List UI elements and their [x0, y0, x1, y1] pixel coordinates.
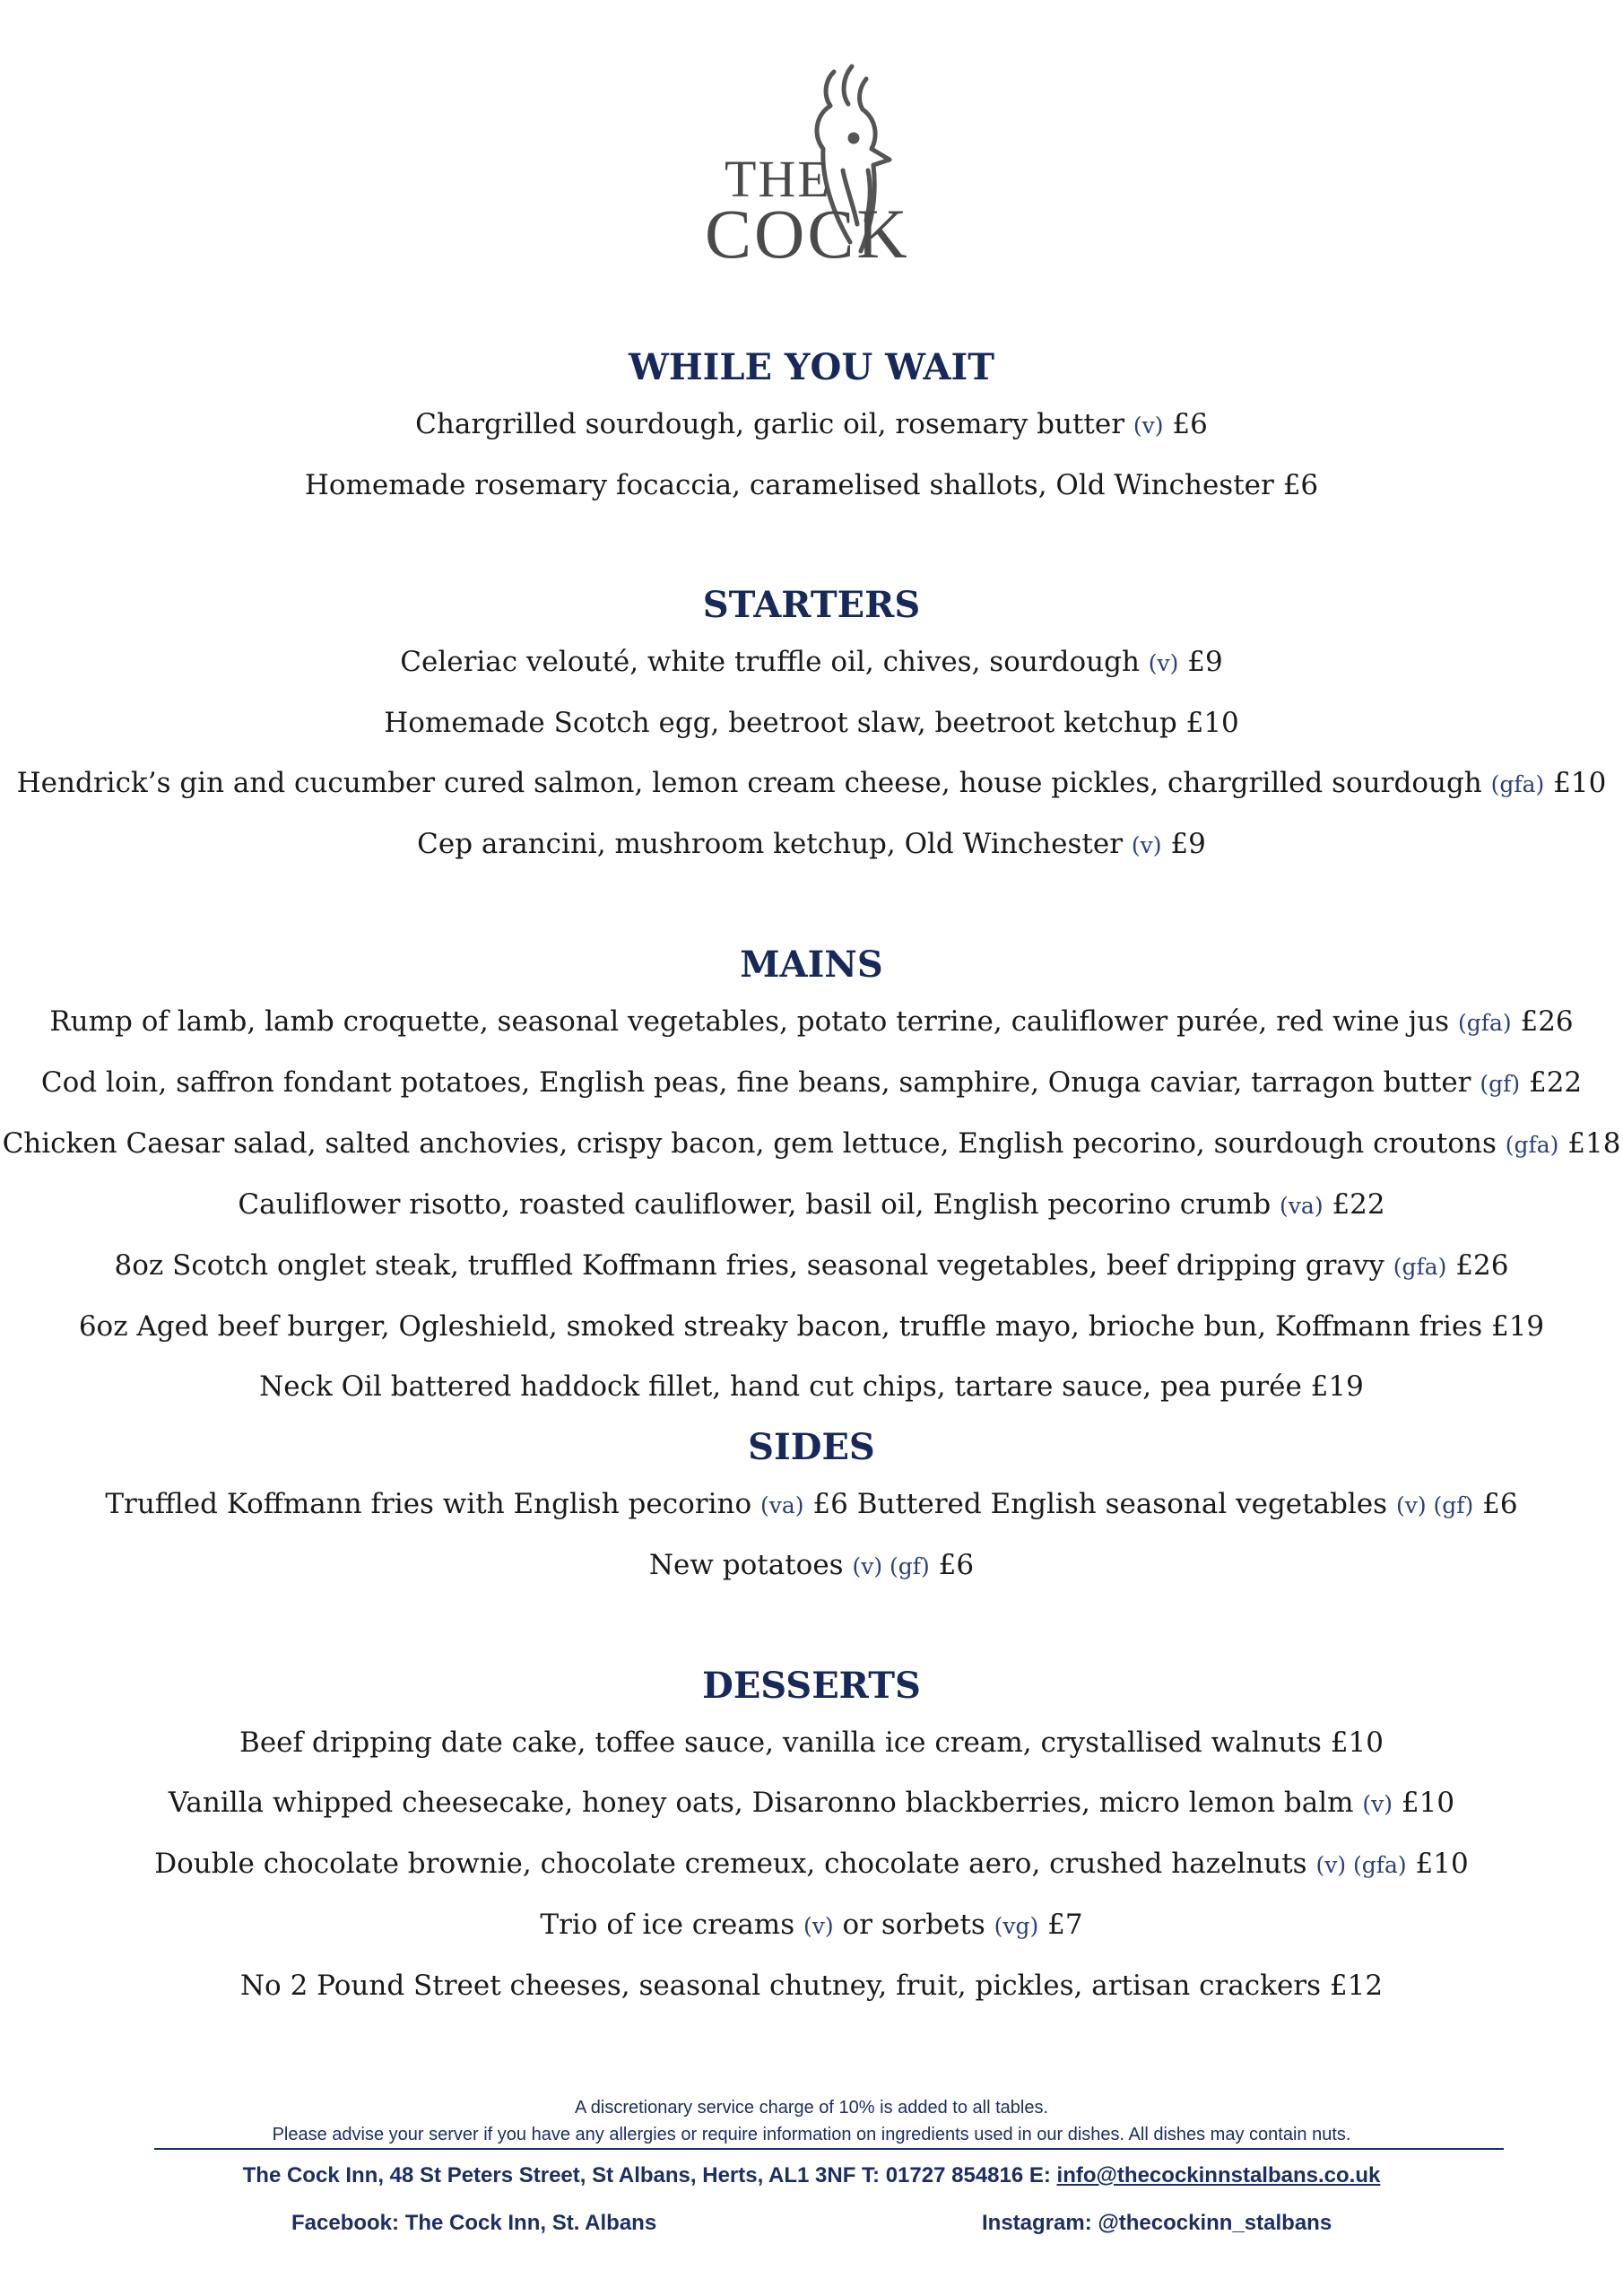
allergy-note: Please advise your server if you have any allergies or require information on ingredients used in our dishes. All dishes may contain nuts.	[272, 2125, 1351, 2144]
dietary-tag: (v) (gf)	[1395, 1492, 1474, 1518]
menu	[0, 341, 1623, 2016]
menu-item	[0, 1297, 1623, 1357]
menu-item	[0, 1834, 1623, 1895]
item-text: Beef dripping date cake, toffee sauce, vanilla ice cream, crystallised walnuts	[239, 1726, 1322, 1759]
divider	[154, 2148, 1504, 2150]
menu-item	[0, 753, 1623, 814]
logo-word-cock: COCK	[705, 195, 910, 273]
item-text: Buttered English seasonal vegetables	[856, 1488, 1388, 1520]
menu-item	[0, 1236, 1623, 1297]
item-text: New potatoes	[648, 1549, 844, 1581]
dietary-tag: (gfa)	[1393, 1254, 1447, 1280]
facebook-link[interactable]: Facebook: The Cock Inn, St. Albans	[291, 2211, 657, 2235]
item-price: £10	[1553, 767, 1607, 799]
item-text: Cod loin, saffron fondant potatoes, English peas, fine beans, samphire, Onuga caviar, tarragon butter	[40, 1066, 1471, 1099]
item-price: £6	[1482, 1488, 1518, 1520]
item-price: £22	[1332, 1188, 1385, 1221]
dietary-tag: (va)	[1280, 1193, 1324, 1219]
item-price: £6	[1172, 408, 1208, 440]
section-title-while-you-wait: WHILE YOU WAIT	[628, 346, 995, 388]
item-text: Homemade rosemary focaccia, caramelised shallots, Old Winchester	[304, 469, 1274, 501]
logo-word-the: THE	[725, 150, 831, 208]
item-text: No 2 Pound Street cheeses, seasonal chutney, fruit, pickles, artisan crackers	[239, 1970, 1322, 2002]
item-price: £9	[1187, 646, 1223, 678]
menu-item	[0, 456, 1623, 516]
item-price: £10	[1330, 1726, 1384, 1759]
item-text: Hendrick’s gin and cucumber cured salmon, lemon cream cheese, house pickles, chargrilled sourdough	[16, 767, 1482, 799]
item-price: £6	[1282, 469, 1319, 501]
menu-item	[0, 1773, 1623, 1834]
dietary-tag: (v)	[1362, 1791, 1393, 1817]
dietary-tag: (va)	[759, 1492, 804, 1518]
contact-line	[0, 2163, 1623, 2188]
item-text: Chargrilled sourdough, garlic oil, rosemary butter	[415, 408, 1125, 440]
item-text: Truffled Koffmann fries with English pecorino	[105, 1488, 752, 1520]
dietary-tag: (gfa)	[1505, 1132, 1559, 1158]
footer-notes	[0, 2094, 1623, 2148]
item-price: £9	[1170, 828, 1206, 860]
item-price: £26	[1455, 1249, 1509, 1282]
menu-item	[0, 814, 1623, 875]
item-text: or sorbets	[842, 1909, 985, 1941]
item-price: £12	[1329, 1970, 1384, 2002]
item-text: Vanilla whipped cheesecake, honey oats, Disaronno blackberries, micro lemon balm	[168, 1787, 1354, 1819]
item-text: Cauliflower risotto, roasted cauliflower, basil oil, English pecorino crumb	[238, 1188, 1271, 1221]
dietary-tag: (gfa)	[1457, 1010, 1512, 1036]
menu-item	[0, 395, 1623, 456]
item-price: £6	[812, 1488, 848, 1520]
menu-item	[0, 1535, 1623, 1596]
menu-item	[0, 1114, 1623, 1175]
dietary-tag: (v)	[1133, 413, 1164, 439]
menu-item	[0, 1713, 1623, 1773]
menu-item	[0, 992, 1623, 1053]
item-price: £10	[1401, 1787, 1455, 1819]
dietary-tag: (v)	[1131, 832, 1162, 858]
menu-item	[0, 632, 1623, 693]
instagram-link[interactable]: Instagram: @thecockinn_stalbans	[982, 2211, 1332, 2235]
item-price: £19	[1310, 1370, 1364, 1403]
item-text: Rump of lamb, lamb croquette, seasonal vegetables, potato terrine, cauliflower purée, red wine jus	[49, 1005, 1450, 1038]
item-text: 6oz Aged beef burger, Ogleshield, smoked streaky bacon, truffle mayo, brioche bun, Koffmann fries	[78, 1310, 1483, 1343]
item-price: £19	[1490, 1310, 1545, 1343]
email-link[interactable]: info@thecockinnstalbans.co.uk	[1056, 2163, 1381, 2187]
menu-item	[0, 1956, 1623, 2016]
item-text: Trio of ice creams	[540, 1909, 795, 1941]
menu-item	[0, 1357, 1623, 1417]
item-text: Cep arancini, mushroom ketchup, Old Winchester	[417, 828, 1124, 860]
item-text: Homemade Scotch egg, beetroot slaw, beetroot ketchup	[384, 707, 1177, 739]
item-price: £26	[1520, 1005, 1574, 1038]
item-price: £18	[1567, 1127, 1621, 1160]
section-title-desserts: DESSERTS	[702, 1665, 921, 1707]
item-price: £22	[1528, 1066, 1583, 1099]
dietary-tag: (v)	[1148, 650, 1179, 676]
item-text: Neck Oil battered haddock fillet, hand cut chips, tartare sauce, pea purée	[259, 1370, 1302, 1403]
dietary-tag: (v) (gfa)	[1315, 1852, 1407, 1878]
menu-item	[0, 693, 1623, 753]
service-charge-note: A discretionary service charge of 10% is added to all tables.	[574, 2098, 1049, 2118]
dietary-tag: (gf)	[1480, 1071, 1521, 1097]
item-text: 8oz Scotch onglet steak, truffled Koffmann fries, seasonal vegetables, beef dripping gravy	[114, 1249, 1384, 1282]
address-text: The Cock Inn, 48 St Peters Street, St Albans, Herts, AL1 3NF T: 01727 854816 E:	[242, 2163, 1051, 2187]
menu-item	[0, 1053, 1623, 1114]
dietary-tag: (v)	[803, 1913, 834, 1939]
logo	[699, 63, 933, 273]
menu-item	[0, 1175, 1623, 1236]
section-title-starters: STARTERS	[702, 584, 921, 626]
dietary-tag: (vg)	[994, 1913, 1039, 1939]
section-title-sides: SIDES	[748, 1426, 875, 1468]
item-price: £10	[1415, 1848, 1469, 1880]
item-price: £6	[938, 1549, 975, 1581]
menu-item	[0, 1895, 1623, 1956]
item-text: Chicken Caesar salad, salted anchovies, crispy bacon, gem lettuce, English pecorino, sourdough croutons	[2, 1127, 1497, 1160]
item-text: Celeriac velouté, white truffle oil, chives, sourdough	[400, 646, 1140, 678]
item-text: Double chocolate brownie, chocolate cremeux, chocolate aero, crushed hazelnuts	[154, 1848, 1307, 1880]
dietary-tag: (v) (gf)	[852, 1553, 930, 1579]
item-price: £10	[1185, 707, 1239, 739]
dietary-tag: (gfa)	[1490, 771, 1545, 797]
section-title-mains: MAINS	[740, 944, 883, 986]
menu-item	[0, 1474, 1623, 1535]
item-price: £7	[1047, 1909, 1083, 1941]
